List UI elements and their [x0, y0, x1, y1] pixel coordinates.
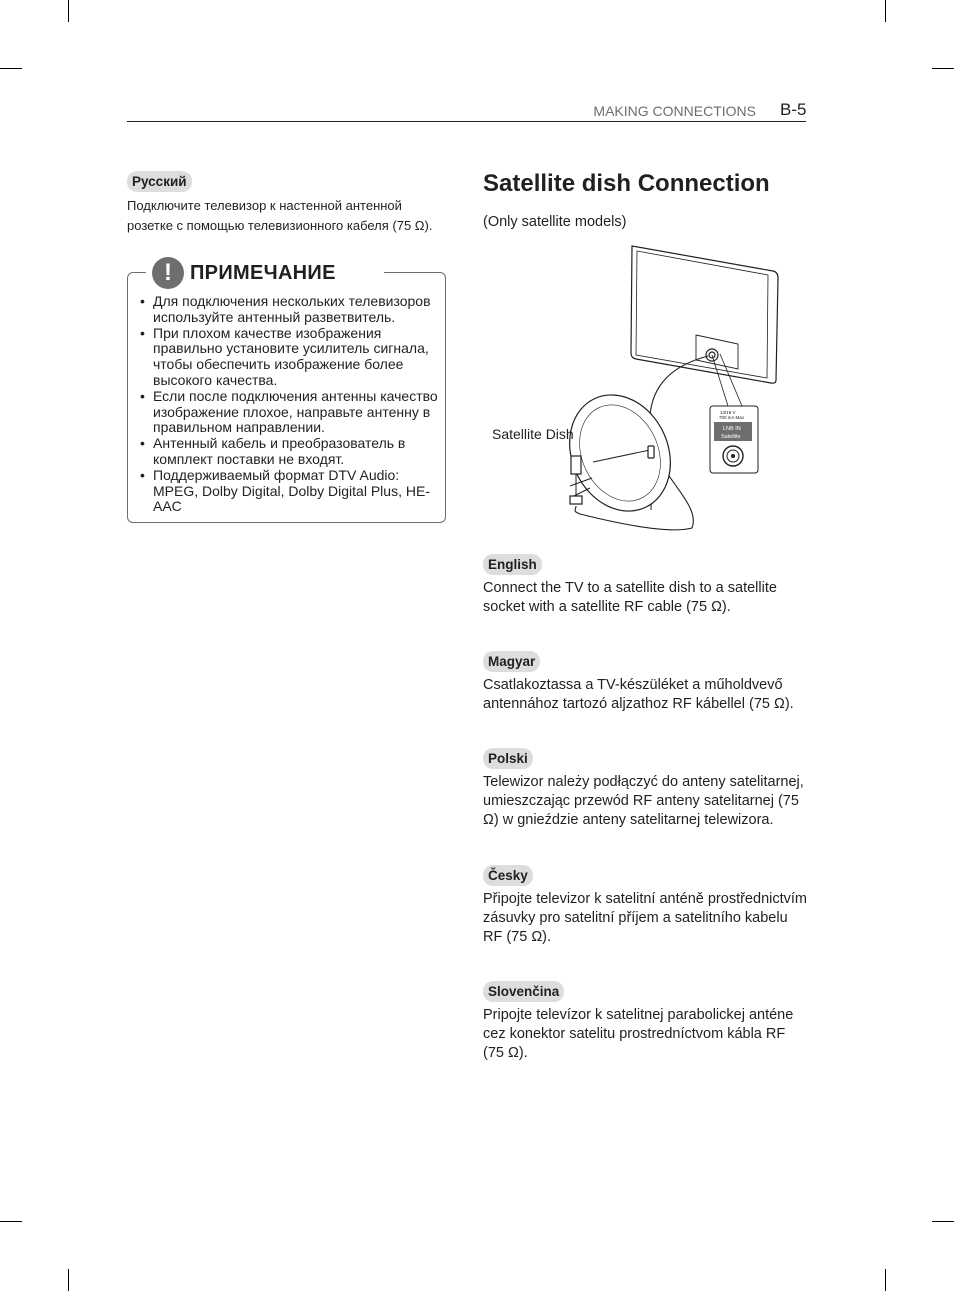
page-subtitle: (Only satellite models)	[483, 214, 627, 230]
slovencina-instruction: Pripojte televízor k satelitnej parabolickej anténe cez konektor satelitu prostredníctvom kábla RF (75 Ω).	[483, 1007, 794, 1061]
header-divider	[127, 121, 806, 122]
port-label-1: LNB IN	[723, 426, 741, 432]
lang-tag-polski: Polski	[483, 748, 533, 769]
lang-tag-slovencina: Slovenčina	[483, 981, 564, 1002]
lang-tag-cesky: Česky	[483, 865, 533, 886]
satellite-dish-label: Satellite Dish	[492, 426, 574, 442]
note-header	[146, 257, 384, 289]
lang-tag-magyar: Magyar	[483, 651, 540, 672]
crop-mark	[0, 68, 22, 69]
note-item: • При плохом качестве изображения правильно установите усилитель сигнала, чтобы обеспечить изображение более высокого качества.	[137, 326, 439, 389]
port-spec-2: 700 mA Max	[719, 415, 745, 420]
russian-instruction: Подключите телевизор к настенной антенной розетке с помощью телевизионного кабеля (75 Ω).	[127, 198, 433, 233]
tv-icon	[631, 246, 778, 383]
section-label: MAKING CONNECTIONS	[593, 103, 756, 119]
note-item: • Антенный кабель и преобразователь в комплект поставки не входят.	[137, 436, 439, 468]
crop-mark	[885, 1269, 886, 1291]
page-number: B-5	[780, 100, 807, 119]
lang-tag-russian: Русский	[127, 171, 192, 192]
crop-mark	[932, 68, 954, 69]
lang-block-english	[483, 554, 807, 617]
crop-mark	[68, 1269, 69, 1291]
note-list	[137, 294, 439, 515]
english-instruction: Connect the TV to a satellite dish to a satellite socket with a satellite RF cable (75 Ω).	[483, 580, 777, 615]
note-item: • Если после подключения антенны качество изображение плохое, направьте антенну в правильном направлении.	[137, 389, 439, 436]
cesky-instruction: Připojte televizor k satelitní anténě prostřednictvím zásuvky pro satelitní příjem a satelitního kabelu RF (75 Ω).	[483, 891, 807, 945]
crop-mark	[932, 1221, 954, 1222]
crop-mark	[885, 0, 886, 22]
lnb-port-icon	[710, 406, 758, 473]
lang-block-polski	[483, 748, 807, 830]
note-title: ПРИМЕЧАНИЕ	[190, 261, 336, 284]
polski-instruction: Telewizor należy podłączyć do anteny satelitarnej, umieszczając przewód RF anteny satelitarnej (75 Ω) w gnieździe anteny satelitarnej telewizora.	[483, 774, 804, 828]
exclamation-icon: !	[152, 257, 184, 289]
lang-block-slovencina	[483, 981, 807, 1063]
port-spec-1: 13/18 V	[720, 410, 736, 415]
satellite-dish-icon	[551, 378, 689, 527]
satellite-connection-diagram	[480, 238, 800, 538]
magyar-instruction: Csatlakoztassa a TV-készüléket a műholdvevő antennához tartozó aljzathoz RF kábellel (75 Ω).	[483, 677, 794, 712]
page-title: Satellite dish Connection	[483, 170, 770, 197]
crop-mark	[68, 0, 69, 22]
lang-block-magyar	[483, 651, 807, 714]
lang-block-cesky	[483, 865, 807, 947]
lang-tag-english: English	[483, 554, 542, 575]
note-item: • Для подключения нескольких телевизоров используйте антенный разветвитель.	[137, 294, 439, 326]
note-item: • Поддерживаемый формат DTV Audio: MPEG, Dolby Digital, Dolby Digital Plus, HE-AAC	[137, 468, 439, 515]
crop-mark	[0, 1221, 22, 1222]
port-label-2: Satellite	[721, 434, 741, 440]
